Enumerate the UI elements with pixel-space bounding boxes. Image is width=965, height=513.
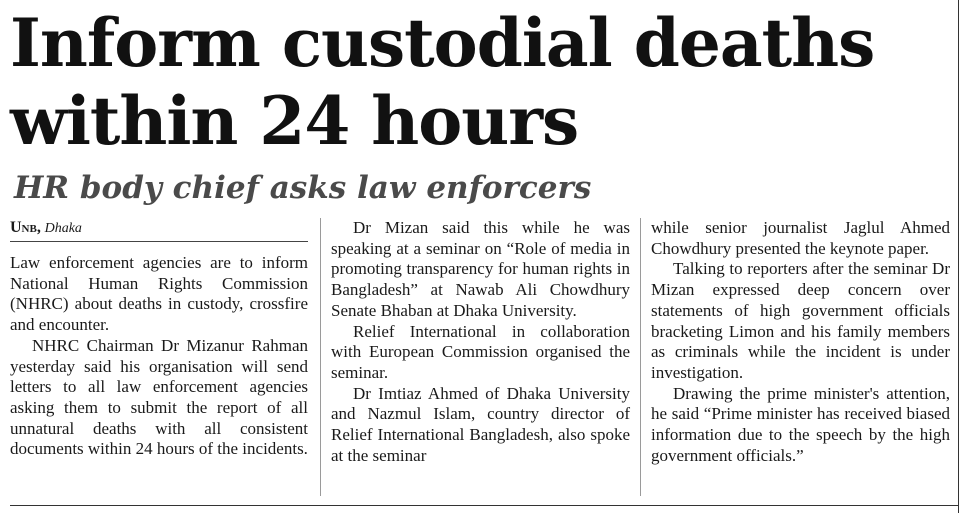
paragraph: Dr Mizan said this while he was speaking at a seminar on “Role of media in promoting transparency for human rights in Bangladesh” at Nawab Ali Chowdhury Senate Bhaban at Dhaka University. (331, 218, 630, 320)
byline (10, 218, 308, 242)
article-column-1 (10, 218, 308, 460)
paragraph: while senior journalist Jaglul Ahmed Chowdhury presented the keynote paper. (651, 218, 950, 258)
subheadline: HR body chief asks law enforcers (14, 170, 592, 206)
paragraph: NHRC Chairman Dr Mizanur Rahman yesterday said his organisation will send letters to all law enforcement agencies asking them to submit the report of all unnatural deaths with all consistent documents within 24 hours of the incidents. (10, 335, 308, 459)
column-rule (640, 218, 641, 496)
article-column-2 (331, 218, 630, 466)
paragraph: Relief International in collaboration with European Commission organised the seminar. (331, 321, 630, 382)
paragraph: Law enforcement agencies are to inform National Human Rights Commission (NHRC) about deaths in custody, crossfire and encounter. (10, 253, 308, 335)
page-border-right (958, 0, 959, 513)
byline-place: Dhaka (44, 221, 82, 236)
byline-agency: Unb, (10, 219, 41, 236)
paragraph: Drawing the prime minister's attention, he said “Prime minister has received biased information due to the speech by the high government officials.” (651, 383, 950, 465)
column-rule (320, 218, 321, 496)
headline: Inform custodial deaths within 24 hours (10, 4, 875, 160)
paragraph: Dr Imtiaz Ahmed of Dhaka University and Nazmul Islam, country director of Relief International Bangladesh, also spoke at the seminar (331, 383, 630, 465)
article-column-3 (651, 218, 950, 466)
page-border-bottom (10, 505, 958, 506)
paragraph: Talking to reporters after the seminar Dr Mizan expressed deep concern over statements of high government officials bracketing Limon and his family members as criminals while the incident is under investigation. (651, 259, 950, 382)
